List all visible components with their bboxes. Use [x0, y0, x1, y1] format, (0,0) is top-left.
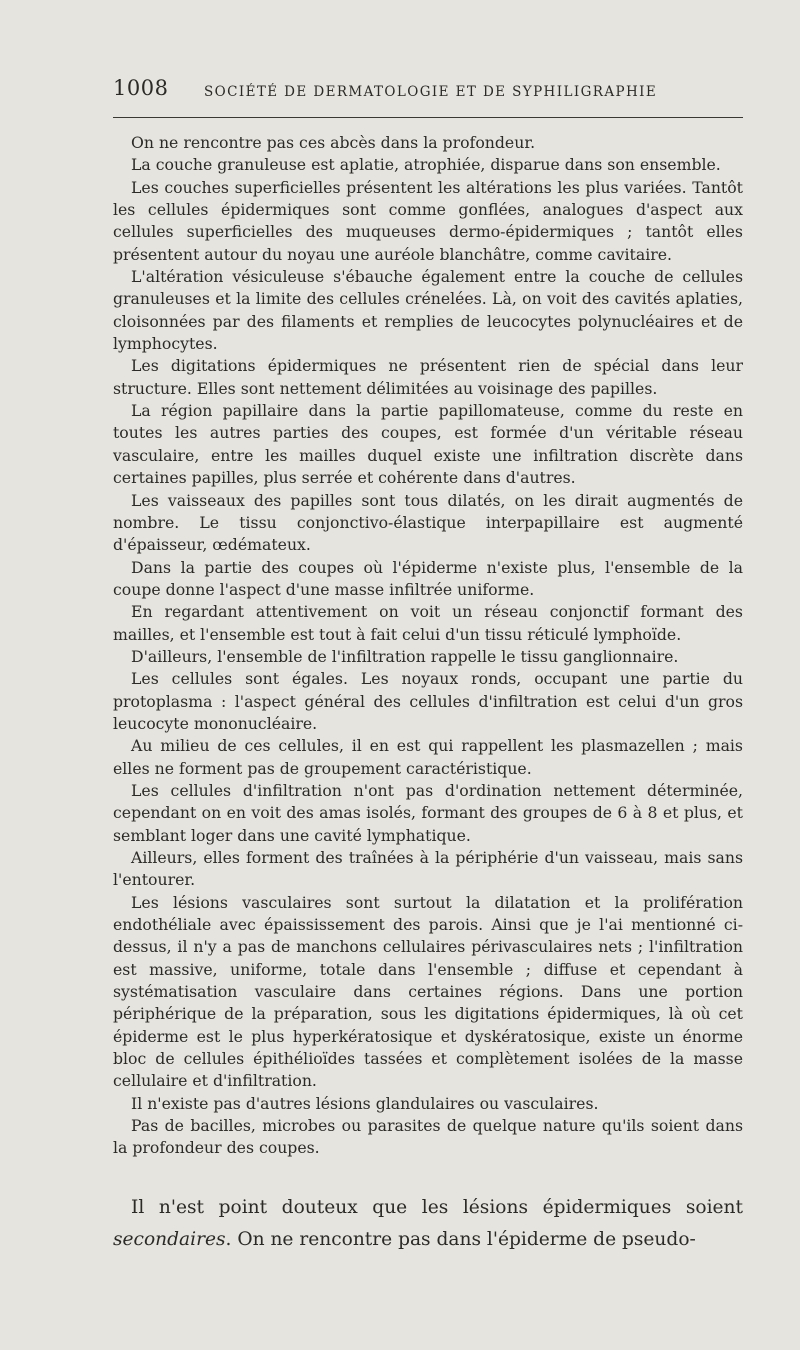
paragraph: Les digitations épidermiques ne présentent rien de spécial dans leur structure. Elles sont nettement délimitées au voisinage des papilles. [113, 356, 743, 398]
header-rule [113, 117, 743, 118]
paragraph: L'altération vésiculeuse s'ébauche également entre la couche de cellules granuleuses et la limite des cellules crénelées. Là, on voit des cavités aplaties, cloisonnées par des filaments et remplies de leucocytes polynucléaires et de lymphocytes. [113, 267, 743, 354]
paragraph: Il n'existe pas d'autres lésions glandulaires ou vasculaires. [131, 1093, 599, 1113]
paragraph: En regardant attentivement on voit un réseau conjonctif formant des mailles, et l'ensemble est tout à fait celui d'un tissu réticulé lymphoïde. [113, 602, 743, 644]
running-head: SOCIÉTÉ DE DERMATOLOGIE ET DE SYPHILIGRAPHIE [204, 84, 658, 100]
paragraph: Pas de bacilles, microbes ou parasites de quelque nature qu'ils soient dans la profondeur des coupes. [113, 1116, 743, 1158]
paragraph: Dans la partie des coupes où l'épiderme n'existe plus, l'ensemble de la coupe donne l'aspect d'une masse infiltrée uniforme. [113, 557, 743, 599]
paragraph: Les cellules d'infiltration n'ont pas d'ordination nettement déterminée, cependant on en voit des amas isolés, formant des groupes de 6 à 8 et plus, et semblant loger dans une cavité lymphatique. [113, 780, 743, 845]
paragraph: Les cellules sont égales. Les noyaux ronds, occupant une partie du protoplasma : l'aspect général des cellules d'infiltration est celui d'un gros leucocyte mononucléaire. [113, 669, 743, 733]
paragraph: La région papillaire dans la partie papillomateuse, comme du reste en toutes les autres parties des coupes, est formée d'un véritable réseau vasculaire, entre les mailles duquel existe une infiltration discrète dans certaines papilles, plus serrée et cohérente dans d'autres. [113, 401, 743, 488]
closing-text-end: . On ne rencontre pas dans l'épiderme de pseudo- [225, 1229, 696, 1250]
page-header [113, 76, 743, 106]
closing-emphasis: secondaires [113, 1229, 226, 1250]
paragraph: Les couches superficielles présentent les altérations les plus variées. Tantôt les cellules épidermiques sont comme gonflées, analogues d'aspect aux cellules superficielles des muqueuses dermo-épidermiques ; tantôt elles présentent autour du noyau une auréole blanchâtre, comme cavitaire. [113, 177, 743, 264]
paragraph: Ailleurs, elles forment des traînées à la périphérie d'un vaisseau, mais sans l'entourer. [113, 848, 743, 890]
paragraph: La couche granuleuse est aplatie, atrophiée, disparue dans son ensemble. [131, 155, 721, 175]
paragraph: D'ailleurs, l'ensemble de l'infiltration rappelle le tissu ganglionnaire. [131, 646, 679, 666]
paragraph: Les vaisseaux des papilles sont tous dilatés, on les dirait augmentés de nombre. Le tissu conjonctivo-élastique interpapillaire est augmenté d'épaisseur, œdémateux. [113, 490, 743, 555]
body-text [113, 132, 743, 1160]
paragraph: Les lésions vasculaires sont surtout la dilatation et la prolifération endothéliale avec épaississement des parois. Ainsi que je l'ai mentionné ci-dessus, il n'y a pas de manchons cellulaires périvasculaires nets ; l'infiltration est massive, uniforme, totale dans l'ensemble ; diffuse et cependant à systématisation vasculaire dans certaines régions. Dans une portion périphérique de la préparation, sous les digitations épidermiques, là où cet épiderme est le plus hyperkératosique et dyskératosique, existe un énorme bloc de cellules épithélioïdes tassées et complètement isolées de la masse cellulaire et d'infiltration. [113, 892, 743, 1091]
paragraph: On ne rencontre pas ces abcès dans la profondeur. [131, 133, 536, 152]
closing-paragraph [113, 1192, 743, 1256]
paragraph: Au milieu de ces cellules, il en est qui rappellent les plasmazellen ; mais elles ne forment pas de groupement caractéristique. [113, 736, 743, 778]
page-number: 1008 [113, 76, 169, 100]
closing-text-start: Il n'est point douteux que les lésions épidermiques soient [131, 1197, 743, 1218]
